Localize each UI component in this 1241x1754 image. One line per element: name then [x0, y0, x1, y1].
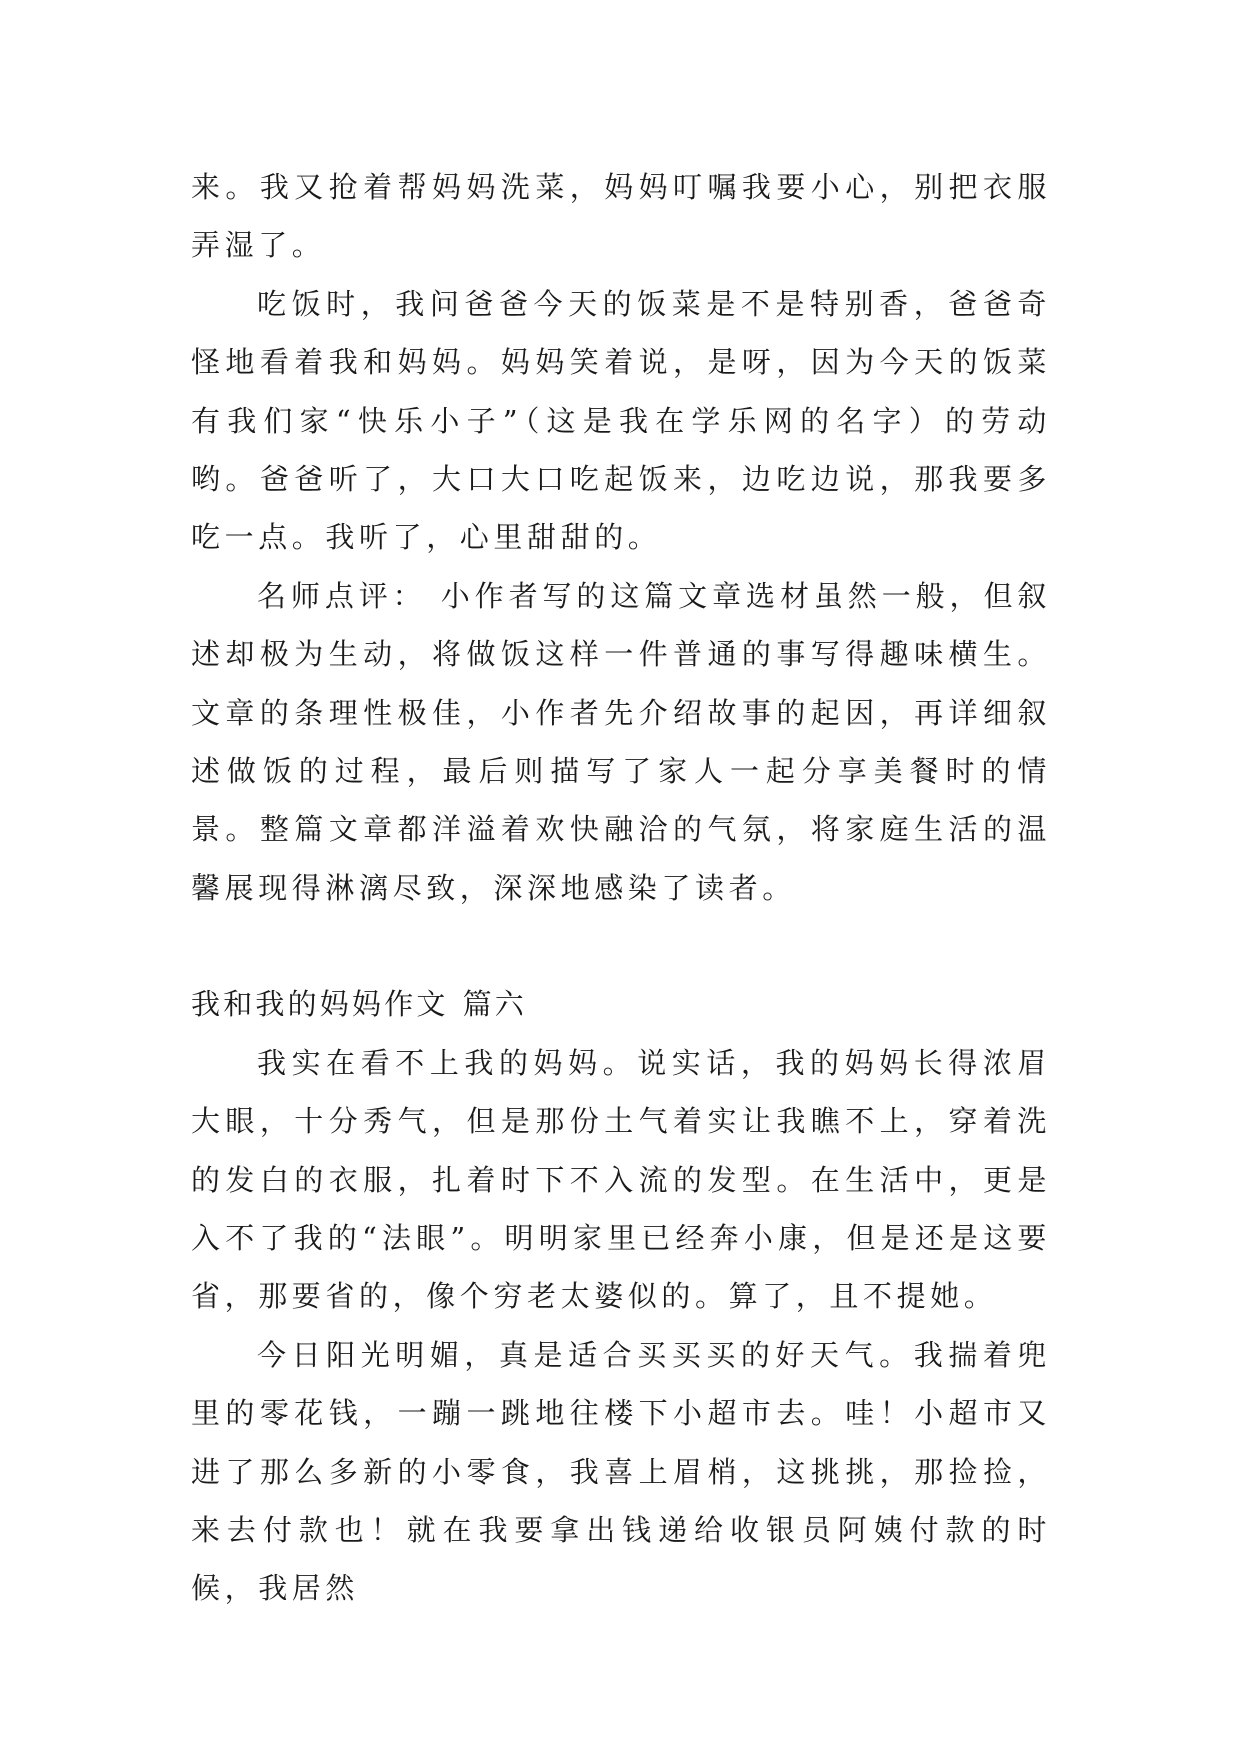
- paragraph-2: 吃饭时，我问爸爸今天的饭菜是不是特别香，爸爸奇怪地看着我和妈妈。妈妈笑着说，是呀，因为今天的饭菜有我们家“快乐小子”（这是我在学乐网的名字）的劳动哟。爸爸听了，大口大口吃起饭来，边吃边说，那我要多吃一点。我听了，心里甜甜的。: [191, 286, 1051, 555]
- paragraph-4: 我实在看不上我的妈妈。说实话，我的妈妈长得浓眉大眼，十分秀气，但是那份土气着实让我瞧不上，穿着洗的发白的衣服，扎着时下不入流的发型。在生活中，更是入不了我的“法眼”。明明家里已经奔小康，但是还是这要省，那要省的，像个穷老太婆似的。算了，且不提她。: [191, 1045, 1051, 1314]
- section-title-sub: 篇六: [462, 987, 528, 1022]
- section-title: [191, 975, 1051, 1033]
- section-title-main: 我和我的妈妈作文: [191, 987, 449, 1022]
- paragraph-5: 今日阳光明媚，真是适合买买买的好天气。我揣着兜里的零花钱，一蹦一跳地往楼下小超市去。哇！小超市又进了那么多新的小零食，我喜上眉梢，这挑挑，那捡捡，来去付款也！就在我要拿出钱递给收银员阿姨付款的时候，我居然: [191, 1337, 1051, 1606]
- document-page: [191, 158, 1051, 1618]
- paragraph-1: 来。我又抢着帮妈妈洗菜，妈妈叮嘱我要小心，别把衣服弄湿了。: [191, 170, 1051, 263]
- paragraph-3-teacher-comment: 名师点评： 小作者写的这篇文章选材虽然一般，但叙述却极为生动，将做饭这样一件普通的事写得趣味横生。文章的条理性极佳，小作者先介绍故事的起因，再详细叙述做饭的过程，最后则描写了家人一起分享美餐时的情景。整篇文章都洋溢着欢快融洽的气氛，将家庭生活的温馨展现得淋漓尽致，深深地感染了读者。: [191, 578, 1051, 905]
